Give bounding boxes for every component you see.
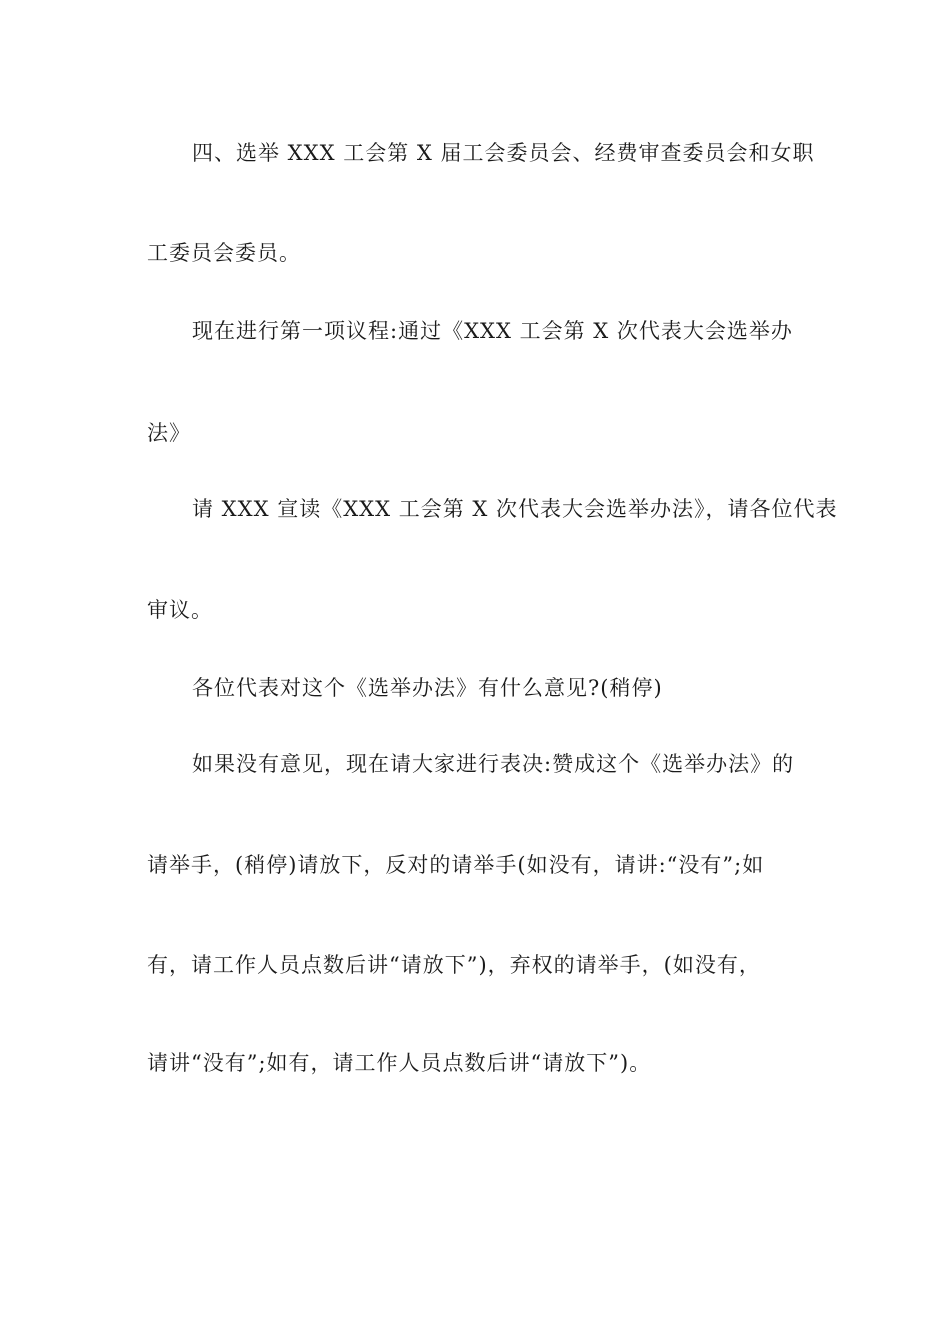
paragraph-line: 请举手，(稍停)请放下，反对的请举手(如没有，请讲:“没有”;如 [147, 853, 765, 877]
paragraph-line: 四、选举 XXX 工会第 X 届工会委员会、经费审查委员会和女职 [192, 141, 815, 165]
paragraph-line: 如果没有意见，现在请大家进行表决:赞成这个《选举办法》的 [192, 752, 795, 776]
paragraph-line: 法》 [147, 421, 191, 445]
paragraph-line: 工委员会委员。 [147, 241, 301, 265]
paragraph-line: 审议。 [147, 598, 213, 622]
paragraph-line: 现在进行第一项议程:通过《XXX 工会第 X 次代表大会选举办 [192, 319, 793, 343]
paragraph-line: 请 XXX 宣读《XXX 工会第 X 次代表大会选举办法》，请各位代表 [192, 497, 838, 521]
paragraph-line: 各位代表对这个《选举办法》有什么意见?(稍停) [192, 676, 663, 700]
paragraph-line: 有，请工作人员点数后讲“请放下”)，弃权的请举手，(如没有， [147, 953, 761, 977]
paragraph-line: 请讲“没有”;如有，请工作人员点数后讲“请放下”)。 [147, 1051, 652, 1075]
